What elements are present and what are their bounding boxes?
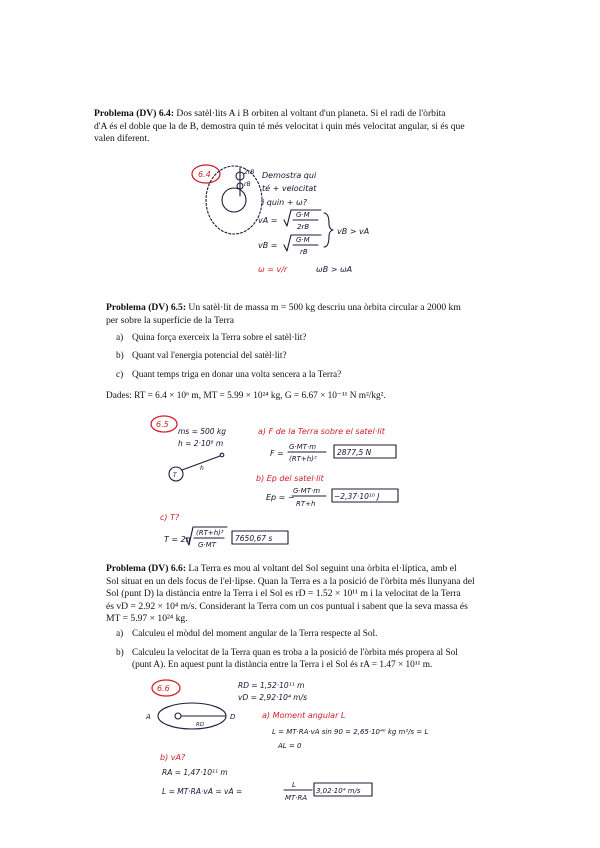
radius-label-a: 2rB <box>244 169 255 176</box>
note-line: Demostra qui <box>262 171 317 180</box>
svg-text:L: L <box>292 781 296 789</box>
list-item: b) Calculeu la velocitat de la Terra quan es troba a la posició de l'òrbita més propera al Sol <box>116 648 458 658</box>
problem-6-6-text: Problema (DV) 6.6: La Terra es mou al voltant del Sol seguint una òrbita el·líptica, amb el Sol situat en un dels focus de l'el·lipse. Quan la Terra es a la posició de l'òrbita més llunyana del Sol (punt D) la distància entre la Terra i el Sol es rD = 1.52 × 10¹¹ m i la velocitat de la Terra és vD = 2.92 × 10⁴ m/s. Considerant la Terra com un cos puntual i sabent que la seva massa és MT = 5.97 × 10²⁴ kg. <box>106 563 475 625</box>
svg-text:2rB: 2rB <box>297 223 310 231</box>
svg-text:(RT+h)³: (RT+h)³ <box>196 529 224 537</box>
point-a: A <box>146 713 151 721</box>
formula-period: T = 2π <box>164 535 191 544</box>
svg-text:RT+h: RT+h <box>296 500 316 508</box>
result-potential: −2,37·10¹⁰ J <box>334 492 380 501</box>
part-b-heading: b) Ep del satel·lit <box>256 474 324 483</box>
point-d: D <box>230 713 236 721</box>
given-vd: vD = 2,92·10⁴ m/s <box>238 693 308 702</box>
label-6-4: 6.4 <box>198 170 211 179</box>
given-height: h = 2·10⁶ m <box>178 439 224 448</box>
svg-text:T: T <box>173 472 177 479</box>
problem-6-5-text: Problema (DV) 6.5: Un satèl·lit de massa m = 500 kg descriu una òrbita circular a 2000 km per sobre la superfície de la Terra <box>106 302 461 326</box>
svg-text:G·M: G·M <box>296 211 310 219</box>
svg-text:G·MT·m: G·MT·m <box>293 487 321 495</box>
notes-6-4 <box>192 165 369 274</box>
satellite-icon <box>220 453 224 457</box>
result-period: 7650,67 s <box>235 534 273 543</box>
label-6-5: 6.5 <box>156 420 169 429</box>
planet <box>222 188 246 212</box>
conclusion-v: vB > vA <box>337 227 370 236</box>
svg-text:h: h <box>200 465 204 472</box>
brace <box>324 213 333 247</box>
svg-text:G·MT·m: G·MT·m <box>289 443 317 451</box>
label-6-6: 6.6 <box>157 684 170 693</box>
orbit-a <box>206 166 262 234</box>
problem-6-4-title: Problema (DV) 6.4: <box>94 108 175 119</box>
svg-text:RD: RD <box>196 722 205 728</box>
svg-text:(RT+h)²: (RT+h)² <box>289 455 317 463</box>
list-item: b) Quant val l'energia potencial del satèl·lit? <box>116 351 287 361</box>
given-mass: ms = 500 kg <box>178 427 227 436</box>
list-item: c) Quant temps triga en donar una volta sencera a la Terra? <box>116 370 342 380</box>
formula-va: vA = <box>258 216 278 225</box>
given-rd: RD = 1,52·10¹¹ m <box>238 681 305 690</box>
part-b-heading: b) vA? <box>160 753 186 762</box>
notes-6-5 <box>151 416 398 549</box>
list-item: (punt A). En aquest punt la distància entre la Terra i el Sol és rA = 1.47 × 10¹¹ m. <box>132 660 433 670</box>
list-item: a) Quina força exerceix la Terra sobre el satèl·lit? <box>116 333 307 343</box>
list-item: a) Calculeu el mòdul del moment angular de la Terra respecte al Sol. <box>116 629 378 639</box>
part-c-heading: c) T? <box>160 513 180 522</box>
notes-6-6 <box>145 680 428 802</box>
problem-6-4-text: Problema (DV) 6.4: Dos satèl·lits A i B orbiten al voltant d'un planeta. Si el radi de l'òrbita d'A és el doble que la de B, demostra quin té més velocitat i quin més velocitat angular, si és que valen diferent. <box>94 108 465 145</box>
part-a-heading: a) F de la Terra sobre el satel·lit <box>258 427 385 436</box>
formula-angular-momentum: L = MT·RA·vA sin 90 = 2,65·10⁴⁰ kg m²/s = L <box>272 728 429 736</box>
svg-text:rB: rB <box>300 248 308 256</box>
result-velocity-a: 3,02·10⁴ m/s <box>316 787 361 795</box>
problem-6-6-title: Problema (DV) 6.6: <box>106 563 187 574</box>
note-line: té + velocitat <box>262 184 317 193</box>
svg-text:G·MT: G·MT <box>198 541 216 549</box>
formula-omega: ω = v/r <box>258 265 288 274</box>
formula-velocity-a: L = MT·RA·vA = vA = <box>162 787 243 796</box>
formula-potential: Ep = − <box>266 493 295 502</box>
given-data: Dades: RT = 6.4 × 10⁶ m, MT = 5.99 × 10²⁴ kg, G = 6.67 × 10⁻¹¹ N m²/kg². <box>106 391 386 401</box>
sun-icon <box>175 713 181 719</box>
formula-force: F = <box>270 449 284 458</box>
conclusion-omega: ωB > ωA <box>316 265 353 274</box>
angular-momentum-conservation: AL = 0 <box>278 742 302 750</box>
svg-text:MT·RA: MT·RA <box>285 794 308 802</box>
svg-text:G·M: G·M <box>296 236 310 244</box>
radius-label-b: rB <box>244 181 251 188</box>
given-ra: RA = 1,47·10¹¹ m <box>162 768 228 777</box>
problem-6-5-title: Problema (DV) 6.5: <box>106 302 187 313</box>
part-a-heading: a) Moment angular L <box>262 711 346 720</box>
note-line: i quin + ω? <box>262 198 307 207</box>
formula-vb: vB = <box>258 241 278 250</box>
result-force: 2877,5 N <box>337 448 372 457</box>
